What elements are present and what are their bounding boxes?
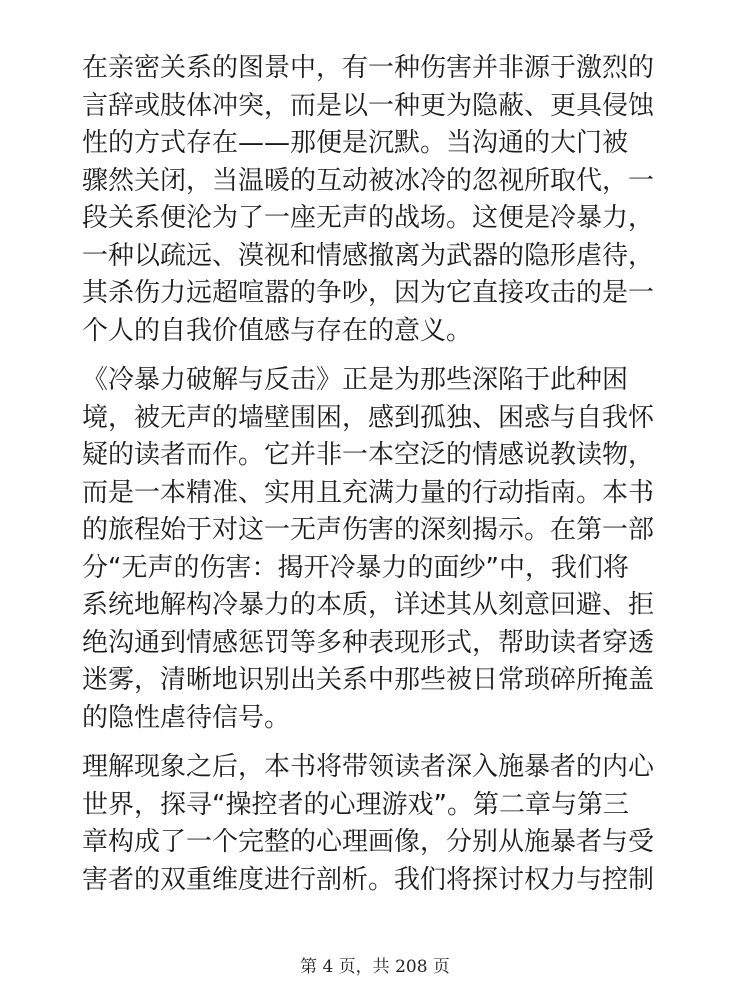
text-line: 性的方式存在——那便是沉默。当沟通的大门被 — [82, 128, 629, 158]
text-line: 一种以疏远、漠视和情感撤离为武器的隐形虐待， — [82, 240, 655, 271]
text-line: 疑的读者而作。它并非一本空泛的情感说教读物， — [82, 440, 655, 470]
text-line: 境，被无声的墙壁围困，感到孤独、困惑与自我怀 — [82, 402, 655, 433]
text-line: 分“无声的伤害：揭开冷暴力的面纱”中，我们将 — [82, 552, 629, 583]
text-line: 《冷暴力破解与反击》正是为那些深陷于此种困 — [82, 365, 629, 395]
text-line: 害者的双重维度进行剖析。我们将探讨权力与控制 — [82, 864, 655, 895]
text-line: 个人的自我价值感与存在的意义。 — [82, 315, 473, 346]
text-line: 理解现象之后，本书将带领读者深入施暴者的内心 — [82, 752, 655, 782]
text-line: 其杀伤力远超喧嚣的争吵，因为它直接攻击的是一 — [82, 278, 655, 308]
page-number-footer: 第 4 页，共 208 页 — [300, 957, 450, 977]
text-line: 段关系便沦为了一座无声的战场。这便是冷暴力， — [82, 203, 655, 233]
paragraph-3 — [82, 749, 674, 899]
paragraph-1 — [82, 50, 674, 350]
paragraph-2 — [82, 362, 674, 737]
text-line: 迷雾，清晰地识别出关系中那些被日常琐碎所掩盖 — [82, 665, 655, 695]
text-line: 而是一本精准、实用且充满力量的行动指南。本书 — [82, 477, 655, 508]
text-line: 的隐性虐待信号。 — [82, 702, 291, 733]
text-line: 言辞或肢体冲突，而是以一种更为隐蔽、更具侵蚀 — [82, 90, 655, 121]
text-line: 骤然关闭，当温暖的互动被冰冷的忽视所取代，一 — [82, 165, 655, 196]
body-text — [82, 50, 674, 911]
text-line: 世界，探寻“操控者的心理游戏”。第二章与第三 — [82, 789, 629, 820]
text-line: 章构成了一个完整的心理画像，分别从施暴者与受 — [82, 827, 655, 857]
text-line: 系统地解构冷暴力的本质，详述其从刻意回避、拒 — [82, 590, 655, 620]
text-line: 绝沟通到情感惩罚等多种表现形式，帮助读者穿透 — [82, 627, 655, 658]
text-line: 在亲密关系的图景中，有一种伤害并非源于激烈的 — [82, 53, 655, 83]
text-line: 的旅程始于对这一无声伤害的深刻揭示。在第一部 — [82, 515, 655, 545]
